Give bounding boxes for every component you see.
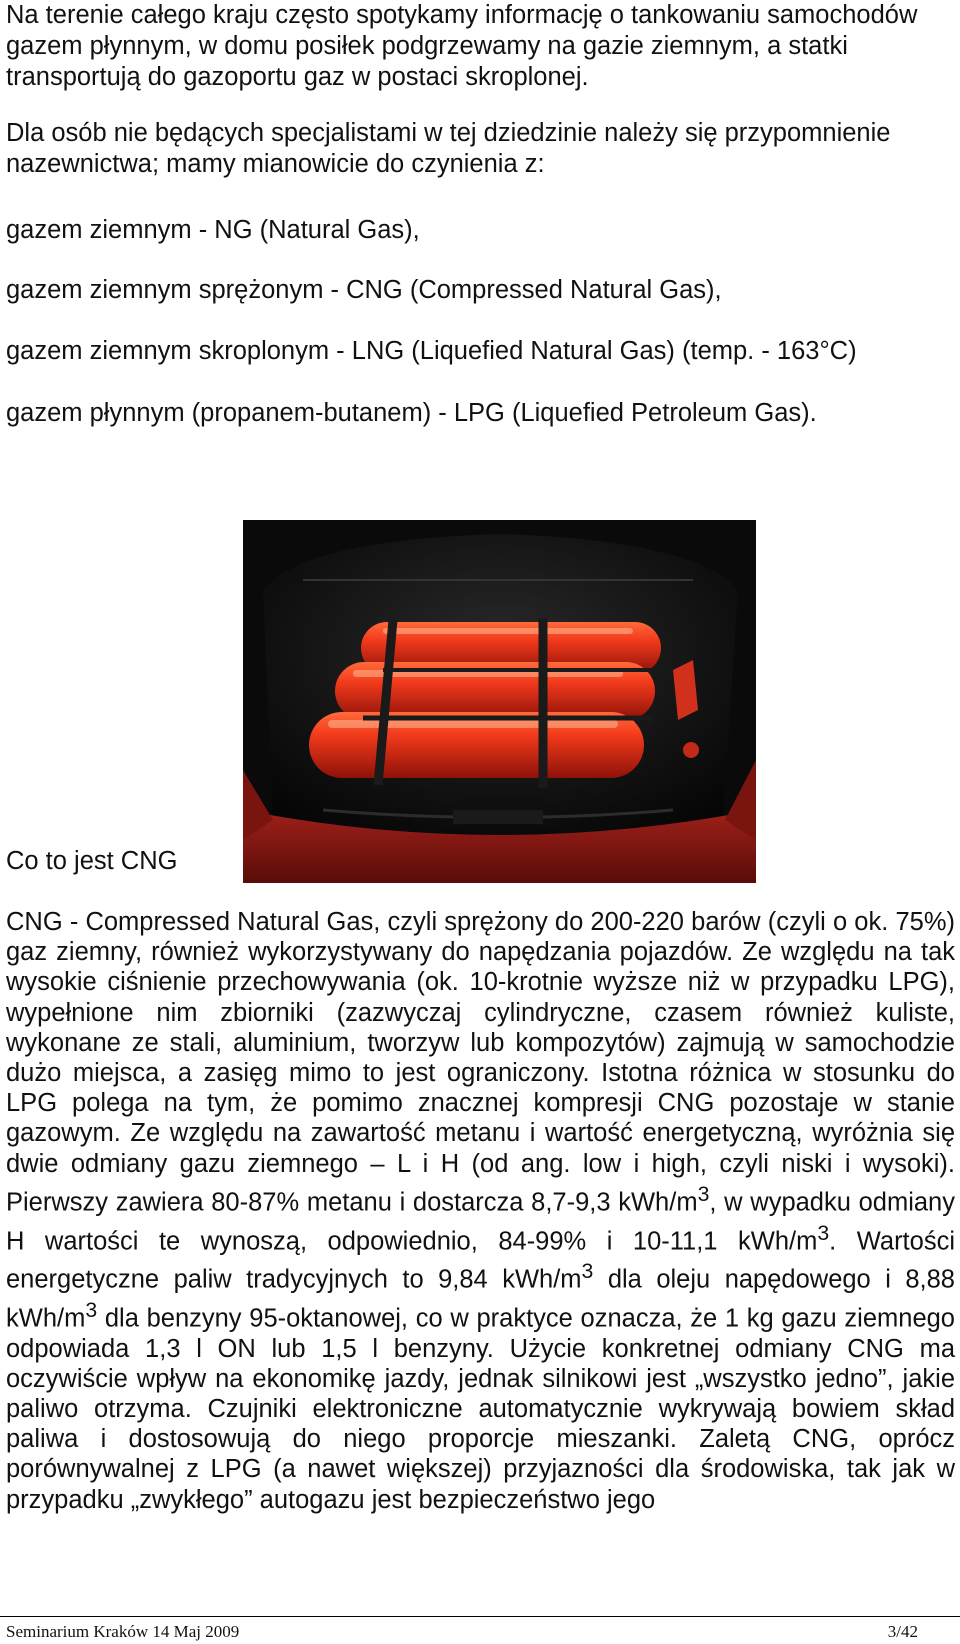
body-text-2: , w wypadku odmiany H wartości te wynoszą, odpowiednio, 84-99% i 10-11,1 kWh/m bbox=[6, 1188, 955, 1256]
footer-divider bbox=[0, 1616, 960, 1617]
intro-paragraph: Na terenie całego kraju często spotykamy informację o tankowaniu samochodów gazem płynnym, w domu posiłek podgrzewamy na gazie ziemnym, a statki transportują do gazoportu gaz w postaci skroplonej. bbox=[6, 1, 918, 91]
body-text-3: . Wartości energetyczne paliw tradycyjnych to 9,84 kWh/m bbox=[6, 1227, 955, 1294]
lead-paragraph: Dla osób nie będących specjalistami w tej dziedzinie należy się przypomnienie nazewnictwa; mamy mianowicie do czynienia z: bbox=[6, 119, 891, 178]
gas-type-cng: gazem ziemnym sprężonym - CNG (Compressed Natural Gas), bbox=[6, 276, 722, 304]
superscript-3: 3 bbox=[697, 1181, 710, 1206]
body-paragraph bbox=[6, 907, 955, 1515]
cng-tanks-in-trunk-photo bbox=[243, 520, 756, 883]
page-number: 3/42 bbox=[887, 1622, 918, 1641]
superscript-3: 3 bbox=[85, 1297, 98, 1322]
gas-type-ng: gazem ziemnym - NG (Natural Gas), bbox=[6, 216, 420, 244]
body-text-5: dla benzyny 95-oktanowej, co w praktyce oznacza, że 1 kg gazu ziemnego odpowiada 1,3 l ON lub 1,5 l benzyny. Użycie konkretnej odmiany CNG ma oczywiście wpływ na ekonomikę jazdy, jednak silnikowi jest „wszystko jedno”, jakie paliwo otrzyma. Czujniki elektroniczne automatycznie wykrywają bowiem skład paliwa i dostosowują do niego proporcje mieszanki. Zaletą CNG, oprócz porównywalnej z LPG (a nawet większej) przyjazności dla środowiska, tak jak w przypadku „zwykłego” autogazu jest bezpieczeństwo jego bbox=[6, 1304, 955, 1514]
gas-type-lng: gazem ziemnym skroplonym - LNG (Liquefied Natural Gas) (temp. - 163°C) bbox=[6, 337, 857, 365]
section-heading: Co to jest CNG bbox=[6, 847, 178, 875]
page-footer bbox=[0, 1616, 960, 1644]
superscript-3: 3 bbox=[817, 1220, 830, 1245]
car-trunk-illustration bbox=[243, 520, 756, 883]
body-text-1: CNG - Compressed Natural Gas, czyli sprężony do 200-220 barów (czyli o ok. 75%) gaz ziemny, również wykorzystywany do napędzania pojazdów. Ze względu na tak wysokie ciśnienie przechowywania (ok. 10-krotnie wyższe niż w przypadku LPG), wypełnione nim zbiorniki (zazwyczaj cylindryczne, czasem również kuliste, wykonane ze stali, aluminium, tworzyw lub kompozytów) zajmują w samochodzie dużo miejsca, a zasięg mimo to jest ograniczony. Istotna różnica w stosunku do LPG polega na tym, że pomimo znacznej kompresji CNG pozostaje w stanie gazowym. Ze względu na zawartość metanu i wartość energetyczną, wyróżnia się dwie odmiany gazu ziemnego – L i H (od ang. low i high, czyli niski i wysoki). Pierwszy zawiera 80-87% metanu i dostarcza 8,7-9,3 kWh/m bbox=[6, 908, 955, 1217]
superscript-3: 3 bbox=[581, 1259, 594, 1284]
footer-event: Seminarium Kraków 14 Maj 2009 bbox=[6, 1622, 240, 1641]
gas-type-lpg: gazem płynnym (propanem-butanem) - LPG (Liquefied Petroleum Gas). bbox=[6, 399, 817, 427]
body-text-4: dla oleju napędowego i 8,88 kWh/m bbox=[6, 1265, 955, 1333]
